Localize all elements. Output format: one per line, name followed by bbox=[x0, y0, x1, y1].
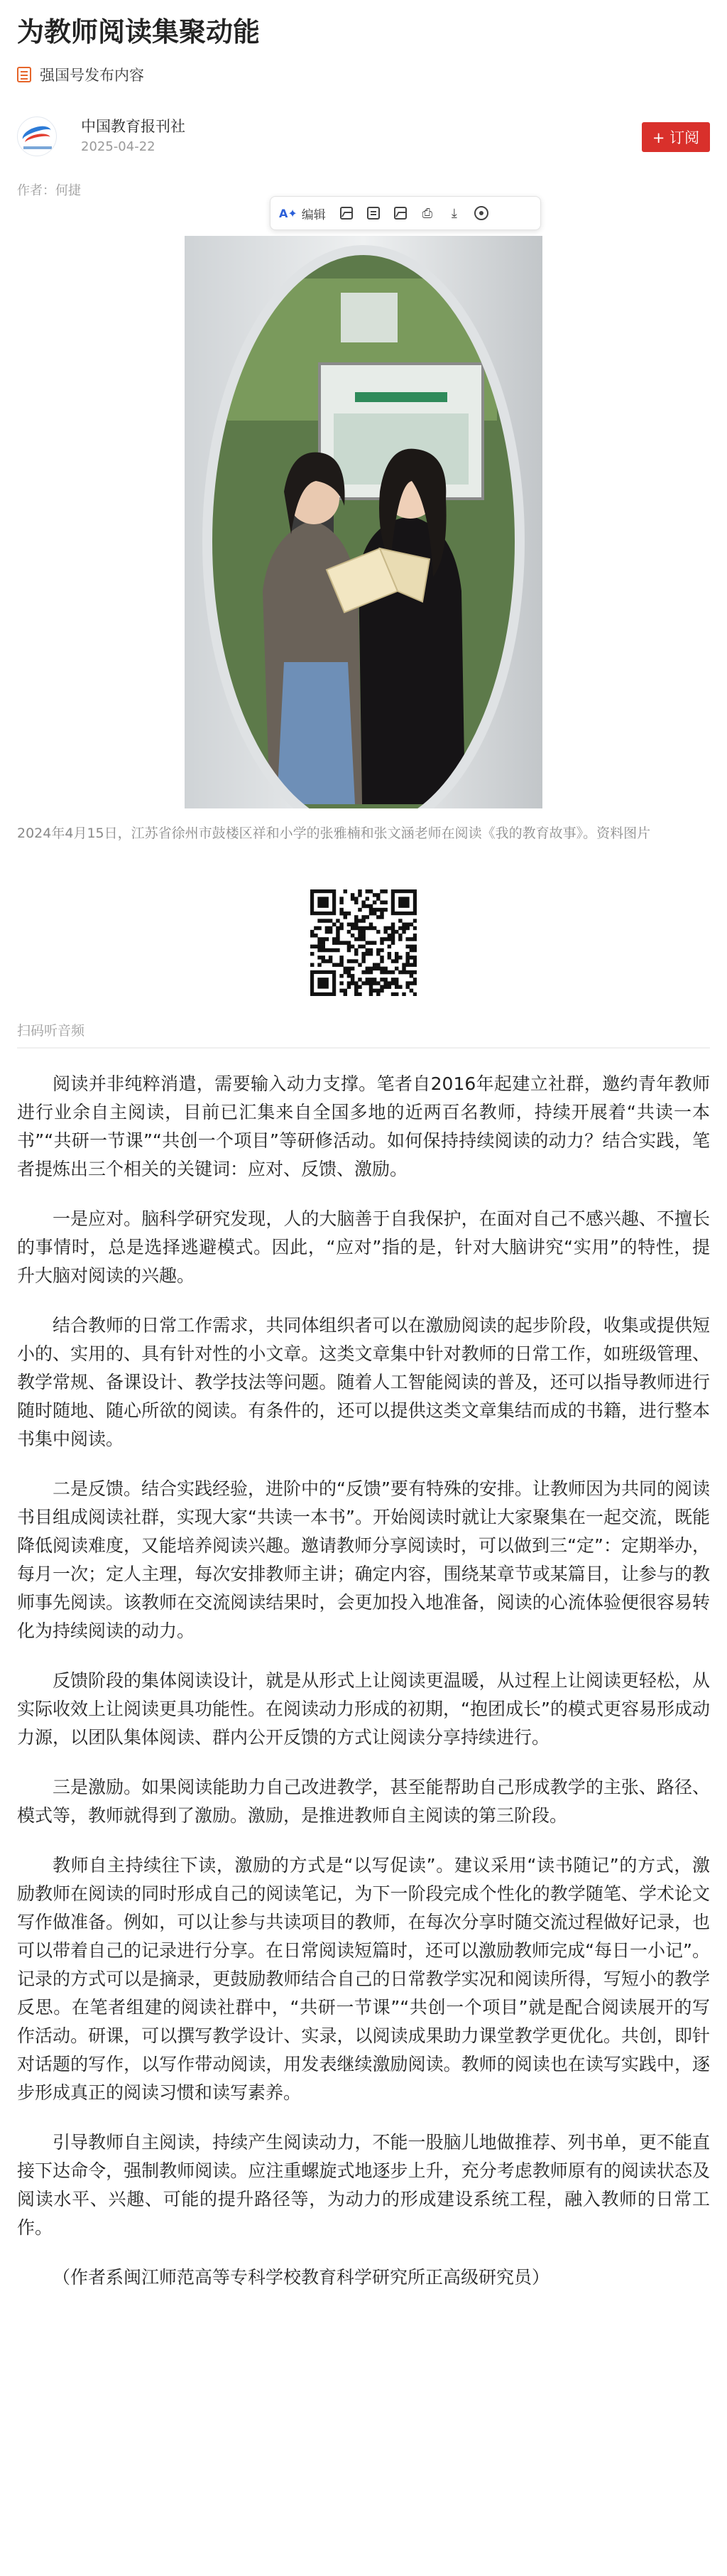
article-body bbox=[17, 1070, 710, 2292]
floating-toolbar bbox=[270, 196, 541, 230]
publisher-avatar[interactable] bbox=[17, 117, 57, 156]
doc-icon bbox=[367, 207, 380, 220]
source-row bbox=[17, 64, 710, 85]
publisher-name[interactable]: 中国教育报刊社 bbox=[81, 118, 185, 135]
paragraph: 反馈阶段的集体阅读设计，就是从形式上让阅读更温暖，从过程上让阅读更轻松，从实际收效上让阅读更具功能性。在阅读动力形成的初期，“抱团成长”的模式更容易形成动力源，以团队集体阅读、群内公开反馈的方式让阅读分享持续进行。 bbox=[17, 1670, 710, 1748]
publish-date: 2025-04-22 bbox=[81, 139, 155, 154]
paragraph: 三是激励。如果阅读能助力自己改进教学，甚至能帮助自己形成教学的主张、路径、模式等，教师就得到了激励。激励，是推进教师自主阅读的第三阶段。 bbox=[17, 1777, 710, 1826]
settings-icon bbox=[474, 206, 488, 220]
photo-illustration bbox=[185, 236, 542, 808]
paragraph: 阅读并非纯粹消遣，需要输入动力支撑。笔者自2016年起建立社群，邀约青年教师进行业余自主阅读，目前已汇集来自全国多地的近两百名教师，持续开展着“共读一本书”“共研一节课”“共创一个项目”等研修活动。如何保持持续阅读的动力？结合实践，笔者提炼出三个相关的关键词：应对、反馈、激励。 bbox=[17, 1073, 710, 1179]
qr-code[interactable] bbox=[310, 889, 417, 996]
article-photo bbox=[185, 236, 542, 808]
image-caption: 2024年4月15日，江苏省徐州市鼓楼区祥和小学的张雅楠和张文涵老师在阅读《我的教育故事》。资料图片 bbox=[17, 826, 651, 841]
subscribe-button[interactable]: + 订阅 bbox=[642, 122, 710, 152]
audio-label: 扫码听音频 bbox=[17, 1023, 85, 1039]
article-title: 为教师阅读集聚动能 bbox=[17, 16, 261, 48]
download-icon: ⤓ bbox=[451, 205, 457, 221]
print-button[interactable] bbox=[417, 202, 438, 224]
ai-edit-button[interactable] bbox=[279, 205, 326, 222]
paragraph: 二是反馈。结合实践经验，进阶中的“反馈”要有特殊的安排。让教师因为共同的阅读书目组成阅读社群，实现大家“共读一本书”。开始阅读时就让大家聚集在一起交流，既能降低阅读难度，又能培养阅读兴趣。邀请教师分享阅读时，可以做到三“定”：定期举办，每月一次；定人主理，每次安排教师主讲；确定内容，围绕某章节或某篇目，让参与的教师事先阅读。该教师在交流阅读结果时，会更加投入地准备，阅读的心流体验便很容易转化为持续阅读的动力。 bbox=[17, 1478, 710, 1641]
image-icon bbox=[340, 207, 353, 220]
image-edit-button[interactable] bbox=[390, 202, 411, 224]
ai-edit-icon: A✦ bbox=[279, 206, 297, 220]
image-edit-icon bbox=[394, 207, 407, 220]
author-row bbox=[17, 115, 710, 158]
print-icon: ⎙ bbox=[422, 205, 432, 221]
publisher-info bbox=[81, 117, 185, 156]
edit-label: 编辑 bbox=[301, 207, 326, 222]
author-byline: 作者：何捷 bbox=[17, 183, 81, 198]
paragraph: 教师自主持续往下读，激励的方式是“以写促读”。建议采用“读书随记”的方式，激励教师在阅读的同时形成自己的阅读笔记，为下一阶段完成个性化的教学随笔、学术论文写作做准备。例如，可以让参与共读项目的教师，在每次分享时随交流过程做好记录，也可以带着自己的记录进行分享。在日常阅读短篇时，还可以激励教师完成“每日一小记”。记录的方式可以是摘录，更鼓励教师结合自己的日常教学实况和阅读所得，写短小的教学反思。在笔者组建的阅读社群中，“共研一节课”“共创一个项目”就是配合阅读展开的写作活动。研课，可以撰写教学设计、实录，以阅读成果助力课堂教学更优化。共创，即针对话题的写作，以写作带动阅读，用发表继续激励阅读。教师的阅读也在读写实践中，逐步形成真正的阅读习惯和读写素养。 bbox=[17, 1855, 710, 2103]
logo-base bbox=[23, 146, 52, 149]
document-icon bbox=[17, 67, 31, 82]
download-button[interactable] bbox=[444, 202, 465, 224]
settings-button[interactable] bbox=[471, 202, 492, 224]
image-button[interactable] bbox=[336, 202, 357, 224]
source-label: 强国号发布内容 bbox=[40, 67, 144, 84]
author-note: （作者系闽江师范高等专科学校教育科学研究所正高级研究员） bbox=[53, 2267, 550, 2288]
paragraph: 一是应对。脑科学研究发现，人的大脑善于自我保护，在面对自己不感兴趣、不擅长的事情时，总是选择逃避模式。因此，“应对”指的是，针对大脑讲究“实用”的特性，提升大脑对阅读的兴趣。 bbox=[17, 1208, 710, 1286]
paragraph: 结合教师的日常工作需求，共同体组织者可以在激励阅读的起步阶段，收集或提供短小的、实用的、具有针对性的小文章。这类文章集中针对教师的日常工作，如班级管理、教学常规、备课设计、教学技法等问题。随着人工智能阅读的普及，还可以指导教师进行随时随地、随心所欲的阅读。有条件的，还可以提供这类文章集结而成的书籍，进行整本书集中阅读。 bbox=[17, 1315, 710, 1449]
paragraph: 引导教师自主阅读，持续产生阅读动力，不能一股脑儿地做推荐、列书单，更不能直接下达命令，强制教师阅读。应注重螺旋式地逐步上升，充分考虑教师原有的阅读状态及阅读水平、兴趣、可能的提升路径等，为动力的形成建设系统工程，融入教师的日常工作。 bbox=[17, 2132, 710, 2238]
qr-container bbox=[17, 889, 710, 996]
divider bbox=[17, 1047, 710, 1049]
doc-button[interactable] bbox=[363, 202, 384, 224]
